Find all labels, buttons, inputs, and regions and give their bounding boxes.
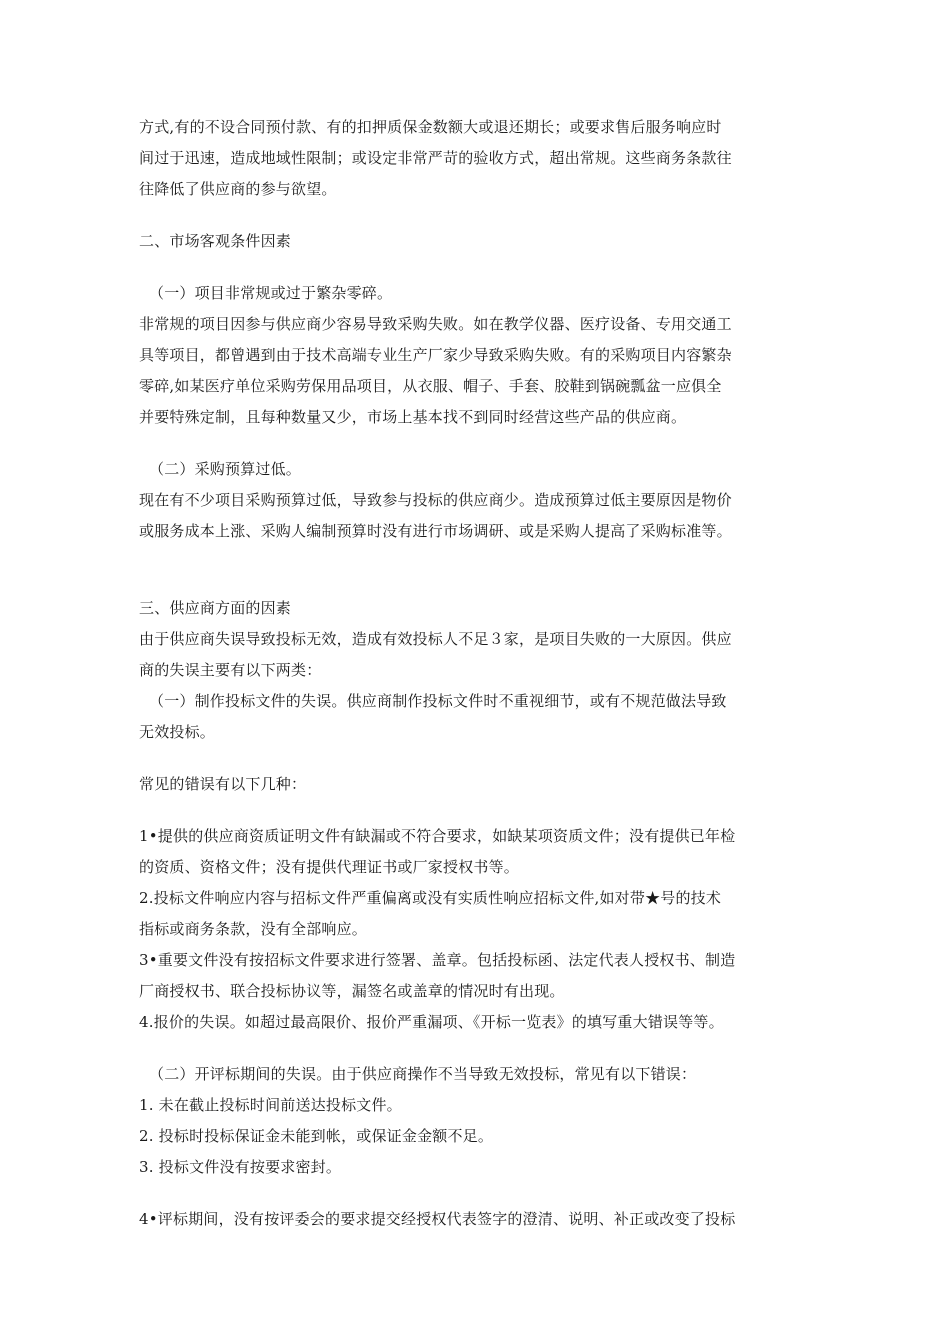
- heading-line: 二、市场客观条件因素: [139, 232, 292, 250]
- subheading-line: （一）项目非常规或过于繁杂零碎。: [149, 284, 393, 302]
- paragraph-unusual-projects: [139, 278, 819, 433]
- text-line: 间过于迅速，造成地域性限制；或设定非常严苛的验收方式，超出常规。这些商务条款往: [139, 149, 732, 167]
- subheading-line: （二）采购预算过低。: [149, 460, 302, 478]
- list-item-line: 3. 投标文件没有按要求密封。: [139, 1158, 342, 1176]
- list-item-line: 3•重要文件没有按招标文件要求进行签署、盖章。包括投标函、法定代表人授权书、制造: [139, 951, 736, 969]
- list-item-line: 2.投标文件响应内容与招标文件严重偏离或没有实质性响应招标文件,如对带★号的技术: [139, 889, 722, 907]
- list-item-line: 4•评标期间，没有按评委会的要求提交经授权代表签字的澄清、说明、补正或改变了投标: [139, 1210, 736, 1228]
- text-line: 非常规的项目因参与供应商少容易导致采购失败。如在教学仪器、医疗设备、专用交通工: [139, 315, 732, 333]
- list-item-line: 的资质、资格文件；没有提供代理证书或厂家授权书等。: [139, 858, 520, 876]
- text-line: 并要特殊定制，且每种数量又少，市场上基本找不到同时经营这些产品的供应商。: [139, 408, 687, 426]
- text-line: 由于供应商失误导致投标无效，造成有效投标人不足３家，是项目失败的一大原因。供应: [139, 630, 732, 648]
- paragraph-intro: [139, 112, 819, 205]
- paragraph-bid-evaluation-errors: [139, 1059, 819, 1183]
- text-line: 往降低了供应商的参与欲望。: [139, 180, 337, 198]
- heading-line: 三、供应商方面的因素: [139, 599, 292, 617]
- text-line: 具等项目，都曾遇到由于技术高端专业生产厂家少导致采购失败。有的采购项目内容繁杂: [139, 346, 732, 364]
- text-line: 商的失误主要有以下两类：: [139, 661, 322, 679]
- subheading-line: （一）制作投标文件的失误。供应商制作投标文件时不重视细节，或有不规范做法导致: [149, 692, 727, 710]
- subheading-line: （二）开评标期间的失误。由于供应商操作不当导致无效投标，常见有以下错误：: [149, 1065, 697, 1083]
- text-line: 零碎,如某医疗单位采购劳保用品项目，从衣服、帽子、手套、胶鞋到锅碗瓢盆一应俱全: [139, 377, 722, 395]
- list-item-line: 4.报价的失误。如超过最高限价、报价严重漏项、《开标一览表》的填写重大错误等等。: [139, 1013, 724, 1031]
- list-item-line: 厂商授权书、联合投标协议等，漏签名或盖章的情况时有出现。: [139, 982, 565, 1000]
- text-line: 常见的错误有以下几种：: [139, 775, 307, 793]
- text-line: 或服务成本上涨、采购人编制预算时没有进行市场调研、或是采购人提高了采购标准等。: [139, 522, 732, 540]
- document-page: [139, 112, 819, 1235]
- list-item-line: 指标或商务条款，没有全部响应。: [139, 920, 368, 938]
- list-common-errors: [139, 821, 819, 1038]
- paragraph-low-budget: [139, 454, 819, 547]
- text-line: 方式,有的不设合同预付款、有的扣押质保金数额大或退还期长；或要求售后服务响应时: [139, 118, 722, 136]
- paragraph-evaluation-item-4: [139, 1204, 819, 1235]
- list-item-line: 2. 投标时投标保证金未能到帐，或保证金金额不足。: [139, 1127, 494, 1145]
- paragraph-common-errors-heading: [139, 769, 819, 800]
- list-item-line: 1. 未在截止投标时间前送达投标文件。: [139, 1096, 402, 1114]
- section-supplier-factors: [139, 593, 819, 748]
- text-line: 现在有不少项目采购预算过低，导致参与投标的供应商少。造成预算过低主要原因是物价: [139, 491, 732, 509]
- section-heading-market-factors: [139, 226, 819, 257]
- list-item-line: 1•提供的供应商资质证明文件有缺漏或不符合要求，如缺某项资质文件；没有提供已年检: [139, 827, 736, 845]
- text-line: 无效投标。: [139, 723, 216, 741]
